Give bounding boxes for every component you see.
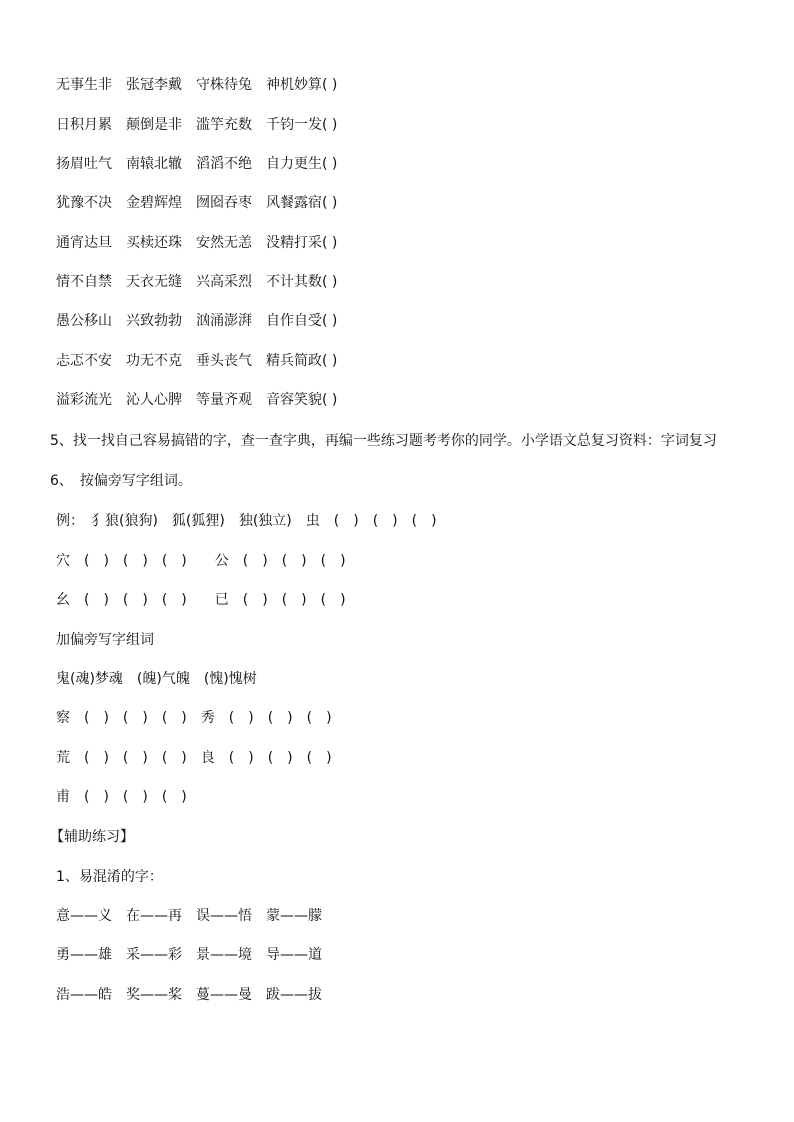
idiom-row: 犹豫不决 金碧辉煌 囫囵吞枣 风餐露宿( ) — [56, 195, 338, 211]
confusable-pairs: 意——义 在——再 误——悟 蒙——朦 — [56, 908, 322, 924]
confusable-pairs: 勇——雄 采——彩 景——境 导——道 — [56, 947, 322, 963]
idiom-row: 愚公移山 兴致勃勃 汹涌澎湃 自作自受( ) — [56, 313, 338, 329]
add-radical-row: 荒 ( ) ( ) ( ) 良 ( ) ( ) ( ) — [56, 750, 332, 766]
add-radical-example: 鬼(魂)梦魂 (魄)气魄 (愧)愧树 — [56, 671, 257, 687]
idiom-row: 忐忑不安 功无不克 垂头丧气 精兵简政( ) — [56, 353, 338, 369]
add-radical-title: 加偏旁写字组词 — [56, 632, 154, 648]
aux-title: 【辅助练习】 — [50, 829, 134, 845]
confusable-pairs: 浩——皓 奖——桨 蔓——曼 跋——拔 — [56, 987, 322, 1003]
idiom-row: 扬眉吐气 南辕北辙 滔滔不绝 自力更生( ) — [56, 156, 338, 172]
radical-row: 穴 ( ) ( ) ( ) 公 ( ) ( ) ( ) — [56, 553, 346, 569]
aux-question-1: 1、易混淆的字： — [56, 869, 163, 885]
question-6: 6、 按偏旁写字组词。 — [50, 473, 192, 489]
add-radical-row: 察 ( ) ( ) ( ) 秀 ( ) ( ) ( ) — [56, 710, 332, 726]
radical-example: 例： 犭狼(狼狗) 狐(狐狸) 独(独立) 虫 ( ) ( ) ( ) — [56, 513, 437, 529]
idiom-row: 通宵达旦 买椟还珠 安然无恙 没精打采( ) — [56, 235, 338, 251]
question-5: 5、找一找自己容易搞错的字，查一查字典，再编一些练习题考考你的同学。小学语文总复习资料：字词复习 — [50, 433, 717, 449]
idiom-row: 溢彩流光 沁人心脾 等量齐观 音容笑貌( ) — [56, 392, 338, 408]
idiom-row: 情不自禁 天衣无缝 兴高采烈 不计其数( ) — [56, 274, 338, 290]
idiom-row: 日积月累 颠倒是非 滥竽充数 千钧一发( ) — [56, 117, 338, 133]
idiom-row: 无事生非 张冠李戴 守株待兔 神机妙算( ) — [56, 77, 338, 93]
add-radical-row: 甫 ( ) ( ) ( ) — [56, 789, 187, 805]
radical-row: 幺 ( ) ( ) ( ) 已 ( ) ( ) ( ) — [56, 592, 346, 608]
